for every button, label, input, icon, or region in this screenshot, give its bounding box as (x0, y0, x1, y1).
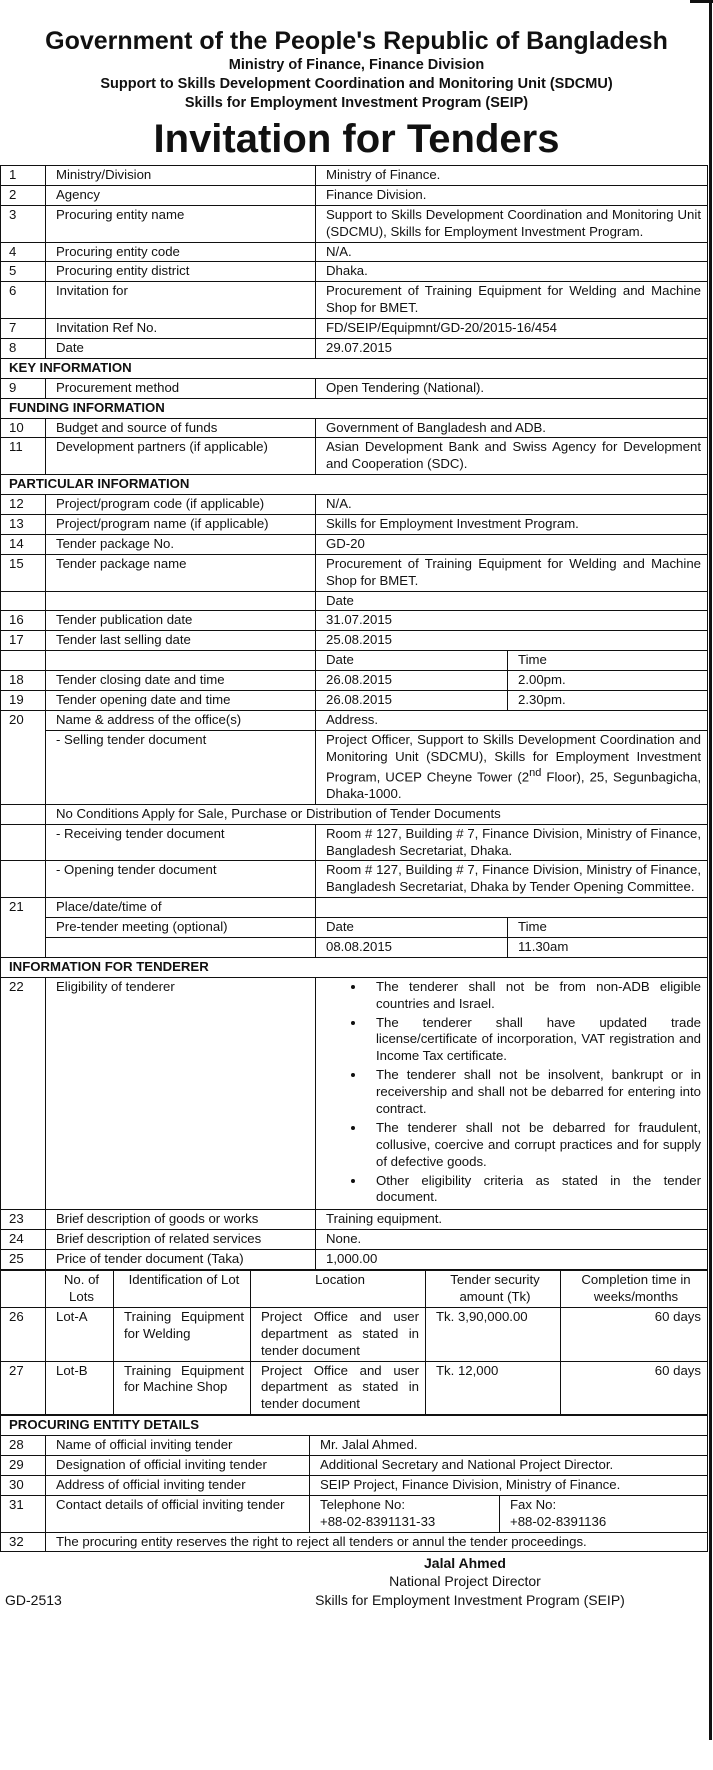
row-value: 31.07.2015 (316, 611, 708, 631)
telephone-cell (310, 1495, 500, 1532)
row-number: 32 (1, 1532, 46, 1552)
row-label: Tender closing date and time (46, 671, 316, 691)
lot-location: Project Office and user department as stated in tender document (251, 1361, 426, 1415)
row-value: Room # 127, Building # 7, Finance Division, Ministry of Finance, Bangladesh Secretariat, Dhaka. (316, 824, 708, 861)
row-label: Brief description of related services (46, 1230, 316, 1250)
section-heading-particular: PARTICULAR INFORMATION (1, 475, 708, 495)
row-number: 18 (1, 671, 46, 691)
page-right-border (709, 0, 712, 1740)
row-label: - Opening tender document (46, 861, 316, 898)
row-label: Price of tender document (Taka) (46, 1250, 316, 1270)
row-date: 26.08.2015 (316, 691, 508, 711)
table-row (1, 918, 708, 938)
row-value: Address. (316, 710, 708, 730)
table-row (1, 205, 708, 242)
section-row (1, 475, 708, 495)
table-row (1, 611, 708, 631)
tender-details-table (0, 165, 708, 1270)
date-header: Date (316, 918, 508, 938)
lots-header-ident: Identification of Lot (114, 1271, 251, 1308)
empty-cell (1, 918, 46, 938)
table-row (1, 1455, 708, 1475)
row-number: 11 (1, 438, 46, 475)
notice-title: Invitation for Tenders (153, 117, 560, 161)
row-number: 13 (1, 515, 46, 535)
row-label: Name of official inviting tender (46, 1436, 310, 1456)
row-number: 12 (1, 495, 46, 515)
fax-cell (500, 1495, 708, 1532)
table-row (1, 631, 708, 651)
row-number: 14 (1, 534, 46, 554)
row-value: Government of Bangladesh and ADB. (316, 418, 708, 438)
row-label: Tender package No. (46, 534, 316, 554)
table-row (1, 515, 708, 535)
lot-identification: Training Equipment for Welding (114, 1307, 251, 1361)
lots-header-completion: Completion time in weeks/months (561, 1271, 708, 1308)
table-row (1, 1475, 708, 1495)
row-label: - Receiving tender document (46, 824, 316, 861)
row-number: 5 (1, 262, 46, 282)
empty-cell (1, 824, 46, 861)
row-label: Procuring entity name (46, 205, 316, 242)
table-row (1, 1532, 708, 1552)
table-row (1, 319, 708, 339)
table-row (1, 804, 708, 824)
page-top-bar (690, 0, 713, 3)
row-number: 15 (1, 554, 46, 591)
telephone-value: +88-02-8391131-33 (320, 1513, 436, 1529)
table-row (1, 1250, 708, 1270)
table-row (1, 730, 708, 804)
selling-address: Project Officer, Support to Skills Development Coordination and Monitoring Unit (SDCMU), Skills for Employment Investment Program, UCEP Cheyne Tower (2 (326, 731, 701, 784)
row-label: Procuring entity code (46, 242, 316, 262)
date-header: Date (316, 591, 708, 611)
signatory-program: Skills for Employment Investment Program (SEIP) (315, 1592, 625, 1609)
ordinal-suffix: nd (529, 766, 542, 779)
notice-code: GD-2513 (5, 1592, 62, 1609)
row-label: Procuring entity district (46, 262, 316, 282)
row-time: 2.00pm. (508, 671, 708, 691)
selling-address-end: Floor), 25, Segunbagicha, Dhaka-1000. (326, 769, 701, 801)
empty-cell (1, 1271, 46, 1308)
row-label: Brief description of goods or works (46, 1210, 316, 1230)
row-number: 22 (1, 977, 46, 1210)
lot-name: Lot-A (46, 1307, 114, 1361)
row-label: Date (46, 339, 316, 359)
empty-cell (46, 938, 316, 958)
lot-security: Tk. 3,90,000.00 (426, 1307, 561, 1361)
list-item: • Other eligibility criteria as stated in the tender document. (366, 1173, 701, 1207)
row-number: 1 (1, 166, 46, 186)
section-heading-funding: FUNDING INFORMATION (1, 398, 708, 418)
time-header: Time (508, 918, 708, 938)
row-number: 8 (1, 339, 46, 359)
row-number: 10 (1, 418, 46, 438)
list-item: • The tenderer shall not be from non-ADB eligible countries and Israel. (366, 979, 701, 1013)
fax-label: Fax No: (510, 1496, 557, 1512)
section-row (1, 398, 708, 418)
row-label: Contact details of official inviting tender (46, 1495, 310, 1532)
row-number: 17 (1, 631, 46, 651)
row-number: 23 (1, 1210, 46, 1230)
row-value: Procurement of Training Equipment for Welding and Machine Shop for BMET. (316, 554, 708, 591)
procuring-entity-table (0, 1415, 708, 1552)
telephone-label: Telephone No: (320, 1496, 406, 1512)
row-date: 26.08.2015 (316, 671, 508, 691)
section-row (1, 358, 708, 378)
row-label: Tender publication date (46, 611, 316, 631)
row-label: Tender opening date and time (46, 691, 316, 711)
lots-table (0, 1270, 708, 1415)
row-number: 9 (1, 378, 46, 398)
signatory-title: National Project Director (389, 1573, 541, 1590)
table-row (1, 339, 708, 359)
table-row (1, 710, 708, 730)
program-line: Skills for Employment Investment Program (SEIP) (184, 95, 529, 111)
row-value: Support to Skills Development Coordination and Monitoring Unit (SDCMU), Skills for Employment Investment Program. (316, 205, 708, 242)
empty-cell (1, 861, 46, 898)
row-label: Eligibility of tenderer (46, 977, 316, 1210)
table-row (1, 438, 708, 475)
eligibility-cell (316, 977, 708, 1210)
lot-location: Project Office and user department as stated in tender document (251, 1307, 426, 1361)
row-number: 7 (1, 319, 46, 339)
time-header: Time (508, 651, 708, 671)
table-row (1, 977, 708, 1210)
ministry-line: Ministry of Finance, Finance Division (228, 57, 485, 73)
row-value: 1,000.00 (316, 1250, 708, 1270)
unit-line: Support to Skills Development Coordination and Monitoring Unit (SDCMU) (100, 76, 613, 92)
table-row (1, 554, 708, 591)
row-label: Invitation Ref No. (46, 319, 316, 339)
row-value: 29.07.2015 (316, 339, 708, 359)
row-value: Mr. Jalal Ahmed. (310, 1436, 708, 1456)
empty-cell (316, 898, 708, 918)
table-row (1, 1436, 708, 1456)
row-value: Skills for Employment Investment Program. (316, 515, 708, 535)
row-label: Agency (46, 185, 316, 205)
row-number: 2 (1, 185, 46, 205)
row-number: 26 (1, 1307, 46, 1361)
row-label: Development partners (if applicable) (46, 438, 316, 475)
lot-name: Lot-B (46, 1361, 114, 1415)
empty-cell (1, 804, 46, 824)
list-item: • The tenderer shall not be insolvent, bankrupt or in receivership and shall not be debarred for entering into contract. (366, 1067, 701, 1118)
notice-header (0, 0, 713, 165)
empty-cell (1, 730, 46, 804)
empty-cell (1, 591, 46, 611)
lot-completion: 60 days (561, 1361, 708, 1415)
table-row (1, 378, 708, 398)
table-row (1, 861, 708, 898)
row-value: GD-20 (316, 534, 708, 554)
row-label: Designation of official inviting tender (46, 1455, 310, 1475)
table-row (1, 938, 708, 958)
section-heading-procuring: PROCURING ENTITY DETAILS (1, 1416, 708, 1436)
row-number: 27 (1, 1361, 46, 1415)
lot-completion: 60 days (561, 1307, 708, 1361)
row-value: 25.08.2015 (316, 631, 708, 651)
table-row (1, 1230, 708, 1250)
table-row (1, 185, 708, 205)
no-conditions-note: No Conditions Apply for Sale, Purchase or Distribution of Tender Documents (46, 804, 708, 824)
row-number: 6 (1, 282, 46, 319)
row-value (316, 730, 708, 804)
row-number: 25 (1, 1250, 46, 1270)
row-label: Tender package name (46, 554, 316, 591)
eligibility-list (326, 979, 701, 1207)
empty-cell (46, 651, 316, 671)
row-value: Open Tendering (National). (316, 378, 708, 398)
row-value: Room # 127, Building # 7, Finance Division, Ministry of Finance, Bangladesh Secretariat, Dhaka by Tender Opening Committee. (316, 861, 708, 898)
lots-header-security: Tender security amount (Tk) (426, 1271, 561, 1308)
table-row (1, 282, 708, 319)
lots-header-location: Location (251, 1271, 426, 1308)
lots-header-no: No. of Lots (46, 1271, 114, 1308)
row-label: Place/date/time of (46, 898, 316, 918)
table-row (1, 495, 708, 515)
row-label: Project/program name (if applicable) (46, 515, 316, 535)
row-value: FD/SEIP/Equipmnt/GD-20/2015-16/454 (316, 319, 708, 339)
table-row (1, 1361, 708, 1415)
table-row (1, 1307, 708, 1361)
row-number: 20 (1, 710, 46, 730)
row-value: Finance Division. (316, 185, 708, 205)
list-item: • The tenderer shall not be debarred for fraudulent, collusive, coercive and corrupt practices and for supply of defective goods. (366, 1120, 701, 1171)
row-label: Invitation for (46, 282, 316, 319)
empty-cell (1, 651, 46, 671)
row-value: The procuring entity reserves the right to reject all tenders or annul the tender proceedings. (46, 1532, 708, 1552)
row-date: 08.08.2015 (316, 938, 508, 958)
signature-block (0, 1552, 713, 1622)
row-number: 28 (1, 1436, 46, 1456)
table-row (1, 1210, 708, 1230)
row-number: 16 (1, 611, 46, 631)
table-row (1, 824, 708, 861)
section-row (1, 1416, 708, 1436)
row-number: 29 (1, 1455, 46, 1475)
row-time: 11.30am (508, 938, 708, 958)
section-heading-key: KEY INFORMATION (1, 358, 708, 378)
list-item: • The tenderer shall have updated trade license/certificate of incorporation, VAT registration and Income Tax certificate. (366, 1015, 701, 1066)
row-number: 19 (1, 691, 46, 711)
table-row (1, 671, 708, 691)
lots-header-row (1, 1271, 708, 1308)
row-value: N/A. (316, 495, 708, 515)
row-label: Address of official inviting tender (46, 1475, 310, 1495)
row-label: Ministry/Division (46, 166, 316, 186)
section-heading-tenderer: INFORMATION FOR TENDERER (1, 957, 708, 977)
row-value: N/A. (316, 242, 708, 262)
table-row (1, 691, 708, 711)
empty-cell (1, 938, 46, 958)
row-number: 31 (1, 1495, 46, 1532)
empty-cell (46, 591, 316, 611)
fax-value: +88-02-8391136 (510, 1513, 607, 1529)
row-number: 30 (1, 1475, 46, 1495)
row-label: - Selling tender document (46, 730, 316, 804)
government-title: Government of the People's Republic of Bangladesh (45, 27, 668, 55)
row-value: Procurement of Training Equipment for Welding and Machine Shop for BMET. (316, 282, 708, 319)
row-label: Project/program code (if applicable) (46, 495, 316, 515)
row-time: 2.30pm. (508, 691, 708, 711)
row-label: Tender last selling date (46, 631, 316, 651)
row-number: 4 (1, 242, 46, 262)
table-row (1, 166, 708, 186)
table-row (1, 1495, 708, 1532)
row-value: Training equipment. (316, 1210, 708, 1230)
lot-identification: Training Equipment for Machine Shop (114, 1361, 251, 1415)
row-number: 3 (1, 205, 46, 242)
date-header: Date (316, 651, 508, 671)
lot-security: Tk. 12,000 (426, 1361, 561, 1415)
row-value: Additional Secretary and National Project Director. (310, 1455, 708, 1475)
section-row (1, 957, 708, 977)
table-row (1, 651, 708, 671)
row-sublabel: Pre-tender meeting (optional) (46, 918, 316, 938)
table-row (1, 262, 708, 282)
table-row (1, 242, 708, 262)
row-value: Asian Development Bank and Swiss Agency for Development and Cooperation (SDC). (316, 438, 708, 475)
table-row (1, 534, 708, 554)
table-row (1, 898, 708, 918)
row-number: 21 (1, 898, 46, 918)
table-row (1, 591, 708, 611)
row-value: Ministry of Finance. (316, 166, 708, 186)
table-row (1, 418, 708, 438)
row-number: 24 (1, 1230, 46, 1250)
row-label: Procurement method (46, 378, 316, 398)
row-value: Dhaka. (316, 262, 708, 282)
row-value: SEIP Project, Finance Division, Ministry of Finance. (310, 1475, 708, 1495)
row-value: None. (316, 1230, 708, 1250)
signatory-name: Jalal Ahmed (424, 1555, 506, 1572)
row-label: Name & address of the office(s) (46, 710, 316, 730)
row-label: Budget and source of funds (46, 418, 316, 438)
